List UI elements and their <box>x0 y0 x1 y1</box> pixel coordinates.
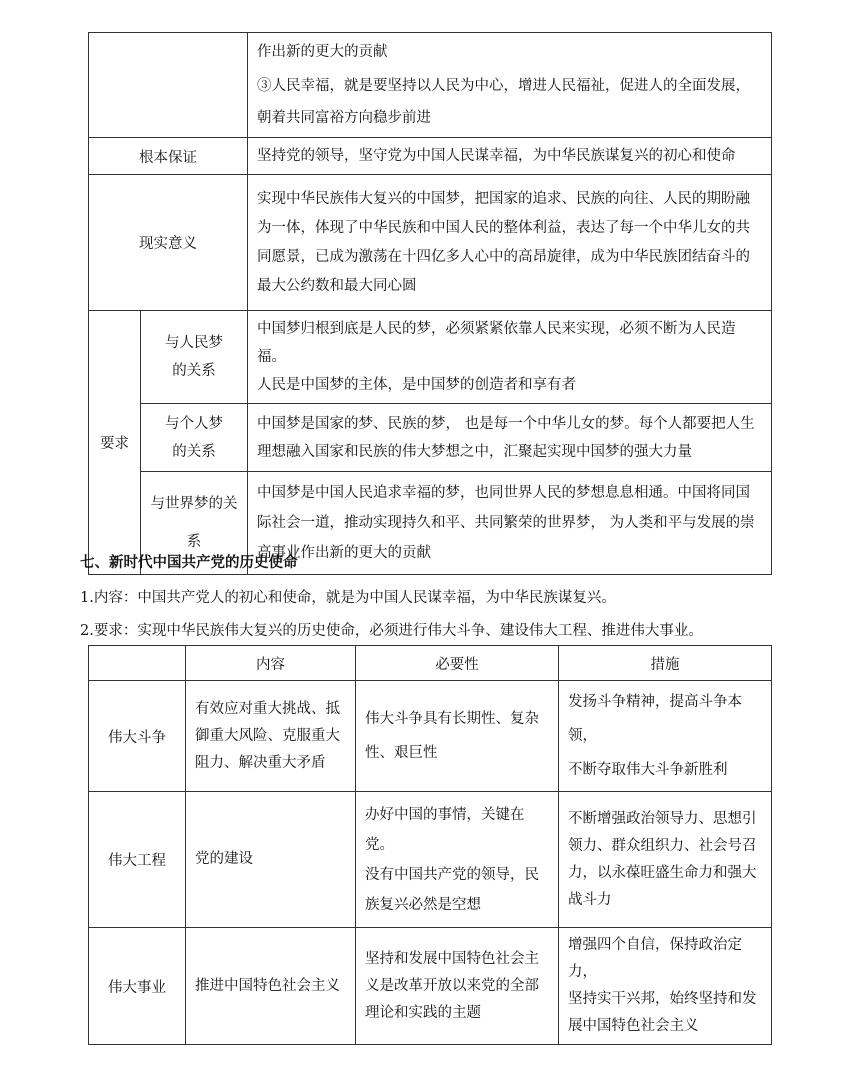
cell-line: 有效应对重大挑战、抵 <box>195 700 340 717</box>
cell-line: 中国梦归根到底是人民的梦，必须紧紧依靠人民来实现，必须不断为人民造福。 <box>257 321 736 365</box>
cell-line: 发扬斗争精神，提高斗争本领， <box>568 694 742 744</box>
cell-line: 不断夺取伟大斗争新胜利 <box>568 762 728 778</box>
table-cell <box>186 928 356 1045</box>
cell-line: 领力、群众组织力、社会号召 <box>568 837 757 854</box>
cell-line: 性、艰巨性 <box>365 745 438 761</box>
cell-line: 为一体，体现了中华民族和中国人民的整体利益，表达了每一个中华儿女的共 <box>257 219 750 236</box>
table-header: 必要性 <box>356 646 559 681</box>
table-row <box>89 33 772 138</box>
cell-line: 伟大斗争具有长期性、复杂 <box>365 711 539 727</box>
mission-table <box>88 645 772 1045</box>
paragraph-content: 1.内容：中国共产党人的初心和使命，就是为中国人民谋幸福，为中华民族谋复兴。 <box>80 590 616 606</box>
cell-line: 坚持和发展中国特色社会主 <box>365 950 539 967</box>
table-row <box>89 311 772 404</box>
table-cell <box>248 472 772 575</box>
cell-line: 际社会一道，推动实现持久和平、共同繁荣的世界梦， 为人类和平与发展的崇 <box>257 515 755 531</box>
sub-label-line: 与人民梦 <box>165 335 223 351</box>
cell-line: 御重大风险、克服重大 <box>195 727 340 744</box>
row-label: 伟大工程 <box>89 792 186 928</box>
sub-label-line: 系 <box>186 534 202 550</box>
cell-line: 实现中华民族伟大复兴的中国梦，把国家的追求、民族的向往、人民的期盼融 <box>257 190 750 207</box>
table-row <box>89 792 772 928</box>
cell-line: 高事业作出新的更大的贡献 <box>257 545 431 561</box>
table-header: 措施 <box>559 646 772 681</box>
cell-line: 不断增强政治领导力、思想引 <box>568 810 757 827</box>
cell-line: 没有中国共产党的领导，民 <box>365 866 539 883</box>
cell-line: 人民是中国梦的主体，是中国梦的创造者和享有者 <box>257 377 576 393</box>
cell-line: 推进中国特色社会主义 <box>195 977 340 994</box>
table-header: 内容 <box>186 646 356 681</box>
table-cell <box>248 404 772 472</box>
cell-line: 作出新的更大的贡献 <box>257 44 388 60</box>
cell-line: 最大公约数和最大同心圆 <box>257 277 417 294</box>
table-header-empty <box>89 646 186 681</box>
sub-label-line: 与世界梦的关 <box>150 496 238 512</box>
table-cell <box>559 792 772 928</box>
paragraph-requirements: 2.要求：实现中华民族伟大复兴的历史使命，必须进行伟大斗争、建设伟大工程、推进伟大事业。 <box>80 623 703 639</box>
cell-line: 展中国特色社会主义 <box>568 1018 699 1034</box>
sub-label-line: 的关系 <box>172 363 216 379</box>
cell-line: 党的建设 <box>195 851 253 867</box>
table-cell <box>248 138 772 175</box>
table-cell <box>356 792 559 928</box>
cell-line: 战斗力 <box>568 891 612 908</box>
cell-line: 族复兴必然是空想 <box>365 896 481 913</box>
section-heading: 七、新时代中国共产党的历史使命 <box>80 555 298 571</box>
sub-label-line: 的关系 <box>172 443 216 460</box>
row-label-requirements: 要求 <box>89 311 141 575</box>
table-cell <box>248 311 772 404</box>
row-label: 伟大事业 <box>89 928 186 1045</box>
row-label: 伟大斗争 <box>89 681 186 792</box>
sub-label <box>141 311 248 404</box>
row-label-significance: 现实意义 <box>89 175 248 311</box>
cell-line: 中国梦是国家的梦、民族的梦， 也是每一个中华儿女的梦。每个人都要把人生 <box>257 415 755 432</box>
cell-line: 理想融入国家和民族的伟大梦想之中，汇聚起实现中国梦的强大力量 <box>257 443 692 460</box>
table-cell <box>356 681 559 792</box>
cell-line: 中国梦是中国人民追求幸福的梦，也同世界人民的梦想息息相通。中国将同国 <box>257 485 750 501</box>
table-cell-empty <box>89 33 248 138</box>
cell-line: ③人民幸福，就是要坚持以人民为中心，增进人民福祉，促进人的全面发展， <box>257 78 750 94</box>
table-cell <box>186 792 356 928</box>
table-cell <box>559 681 772 792</box>
cell-line: 坚持党的领导，坚守党为中国人民谋幸福，为中华民族谋复兴的初心和使命 <box>257 148 736 164</box>
sub-label <box>141 404 248 472</box>
cell-line: 增强四个自信，保持政治定力， <box>568 937 742 980</box>
cell-line: 朝着共同富裕方向稳步前进 <box>257 110 431 126</box>
table-row <box>89 404 772 472</box>
dream-table <box>88 32 772 575</box>
cell-line: 同愿景，已成为激荡在十四亿多人心中的高昂旋律，成为中华民族团结奋斗的 <box>257 248 750 265</box>
cell-line: 义是改革开放以来党的全部 <box>365 977 539 994</box>
table-cell <box>248 175 772 311</box>
cell-line: 力，以永葆旺盛生命力和强大 <box>568 864 757 881</box>
table-cell <box>248 33 772 138</box>
table-cell <box>559 928 772 1045</box>
cell-line: 办好中国的事情，关键在党。 <box>365 806 525 853</box>
table-cell <box>186 681 356 792</box>
table-row <box>89 138 772 175</box>
row-label-guarantee: 根本保证 <box>89 138 248 175</box>
cell-line: 理论和实践的主题 <box>365 1004 481 1021</box>
table-row <box>89 681 772 792</box>
cell-line: 坚持实干兴邦，始终坚持和发 <box>568 991 757 1007</box>
table-header-row <box>89 646 772 681</box>
sub-label-line: 与个人梦 <box>165 415 223 432</box>
table-row <box>89 175 772 311</box>
table-cell <box>356 928 559 1045</box>
table-row <box>89 928 772 1045</box>
cell-line: 阻力、解决重大矛盾 <box>195 754 326 771</box>
